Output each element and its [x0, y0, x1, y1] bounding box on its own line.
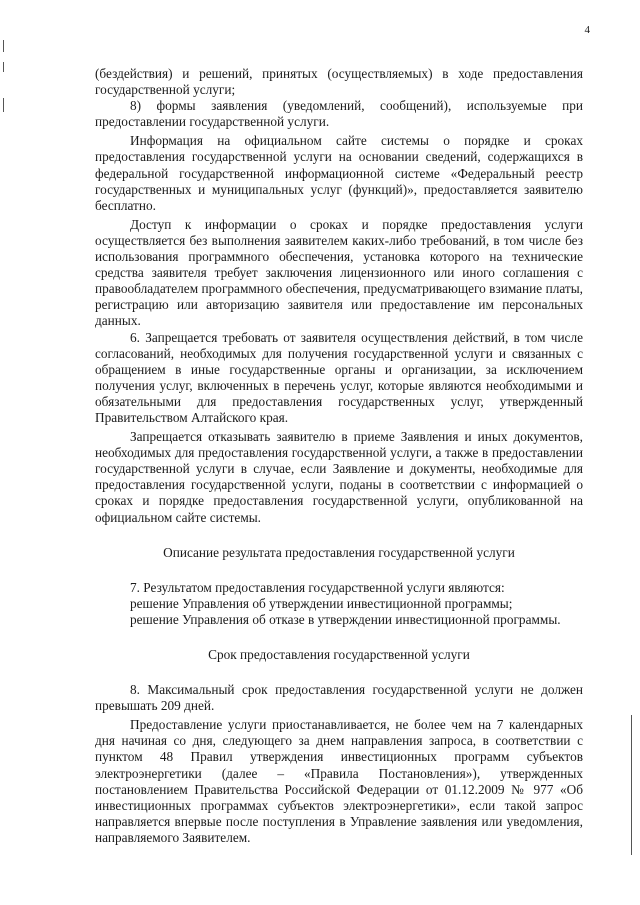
- paragraph: 7. Результатом предоставления государственной услуги являются:: [130, 579, 505, 595]
- paragraph: 8) формы заявления (уведомлений, сообщений), используемые при предоставлении государственной услуги.: [95, 98, 583, 130]
- section-heading: Срок предоставления государственной услуги: [208, 647, 470, 662]
- paragraph: (бездействия) и решений, принятых (осуществляемых) в ходе предоставления государственной услуги;: [95, 66, 583, 98]
- paragraph: 6. Запрещается требовать от заявителя осуществления действий, в том числе согласований, необходимых для получения государственной услуги и связанных с обращением в иные государственные органы и организации, за исключением получения услуг, включенных в перечень услуг, которые являются необходимыми и обязательными для предоставления государственных услуг, утвержденный Правительством Алтайского края.: [95, 329, 583, 425]
- paragraph: Доступ к информации о сроках и порядке предоставления услуги осуществляется без выполнения заявителем каких-либо требований, в том числе без использования программного обеспечения, установка которого на технические средства заявителя требует заключения лицензионного или иного соглашения с правообладателем программного обеспечения, предусматривающего взимание платы, регистрацию или авторизацию заявителя или предоставление им персональных данных.: [95, 216, 583, 329]
- paragraph: Информация на официальном сайте системы о порядке и сроках предоставления государственной услуги на основании сведений, содержащихся в федеральной государственной информационной системе «Федеральный реестр государственных и муниципальных услуг (функций)», предоставляется заявителю бесплатно.: [95, 133, 583, 213]
- paragraph: решение Управления об отказе в утверждении инвестиционной программы.: [130, 611, 561, 627]
- scan-artifact-left: [3, 40, 4, 52]
- document-body: [95, 66, 583, 846]
- paragraph: Предоставление услуги приостанавливается, не более чем на 7 календарных дня начиная со дня, следующего за днем направления запроса, в соответствии с пунктом 48 Правил утверждения инвестиционных программ субъектов электроэнергетики (далее – «Правила Постановления»), утвержденных постановлением Правительства Российской Федерации от 01.12.2009 № 977 «Об инвестиционных программах субъектов электроэнергетики», если такой запрос направляется впервые после поступления в Управление заявления или уведомления, направляемого Заявителем.: [95, 717, 583, 845]
- paragraph: решение Управления об утверждении инвестиционной программы;: [130, 595, 513, 611]
- scan-artifact-right: [631, 715, 632, 855]
- section-heading: Описание результата предоставления государственной услуги: [163, 544, 515, 560]
- page-number: 4: [584, 24, 590, 36]
- scan-artifact-left: [3, 62, 4, 72]
- paragraph: Запрещается отказывать заявителю в приеме Заявления и иных документов, необходимых для предоставления государственной услуги, а также в предоставлении государственной услуги в случае, если Заявление и документы, необходимые для предоставления государственной услуги, поданы в соответствии с информацией о сроках и порядке предоставления государственной услуги, опубликованной на официальном сайте системы.: [95, 429, 583, 525]
- paragraph: 8. Максимальный срок предоставления государственной услуги не должен превышать 209 дней.: [95, 682, 583, 714]
- scan-artifact-left: [3, 98, 4, 112]
